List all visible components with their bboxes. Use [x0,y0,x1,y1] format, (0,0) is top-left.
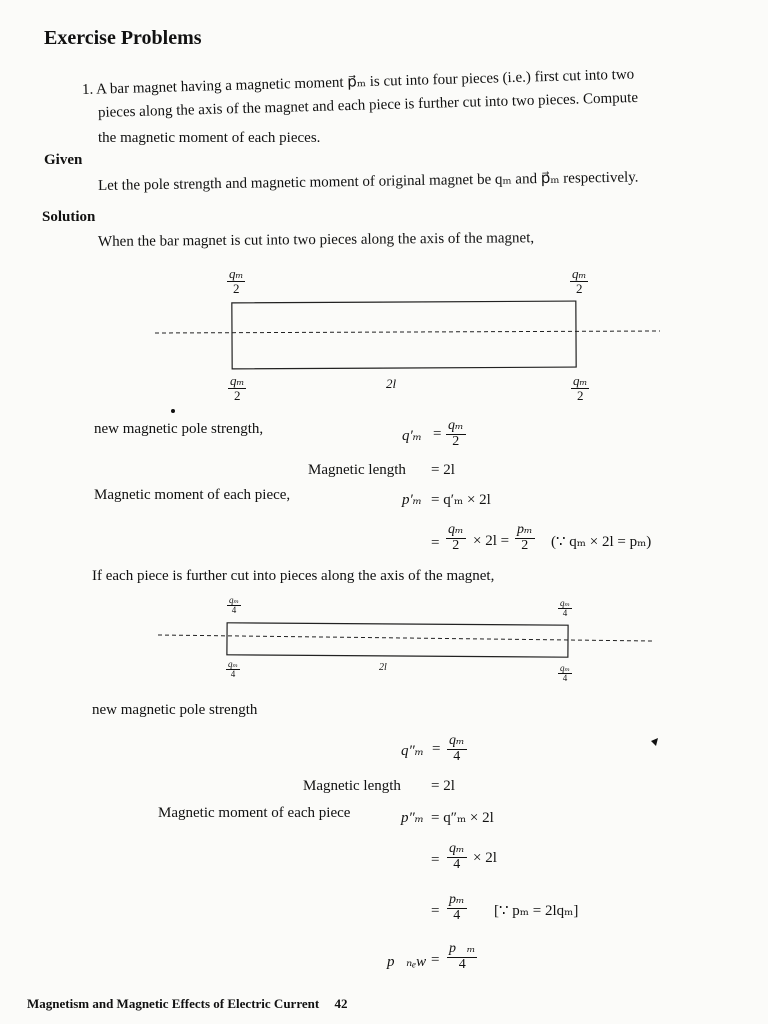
problem-line-1: A bar magnet having a magnetic moment p⃗ₘ is cut into four pieces (i.e.) first cut into two [95,66,635,98]
d1-length-label: 2l [386,376,397,391]
eq8-equals: = [431,952,440,968]
eq4-equals: = [432,741,441,757]
eq8-fraction: $\frac{\text{p⃗ₘ}}{4}$ [449,941,476,972]
given-text: Let the pole strength and magnetic moment of original magnet be qₘ and p⃗ₘ respectively. [97,169,639,194]
footer [27,996,347,1012]
eq6-fraction: $\frac{\text{qₘ}}{4}$ [449,841,465,872]
problem-line-2: pieces along the axis of the magnet and each piece is further cut into two pieces. Compute [97,89,639,121]
moment-label: Magnetic moment of each piece, [94,487,291,503]
d1-pole-top-left: $\frac{\text{qₘ}}{2}$ [229,266,244,296]
d2-length-label: 2l [379,662,387,673]
magnet-diagram-1 [155,301,660,369]
ink-mark [651,738,658,746]
d1-pole-bottom-left: $\frac{\text{qₘ}}{2}$ [230,373,245,403]
solution-intro-2: If each piece is further cut into pieces along the axis of the magnet, [92,568,495,584]
eq3-mid: × 2l = [473,533,510,549]
problem-line-3: the magnetic moment of each pieces. [98,130,321,146]
eq3-fraction-a: $\frac{\text{qₘ}}{2}$ [448,522,464,553]
eq4-lhs: q″ₘ [401,743,424,759]
eq3-fraction-b: $\frac{\text{pₘ}}{2}$ [517,522,533,553]
eq2-rhs: = q′ₘ × 2l [431,492,491,508]
eq6-equals: = [431,852,440,868]
solution-intro: When the bar magnet is cut into two pieces along the axis of the magnet, [97,230,535,250]
eq3-equals: = [431,535,440,551]
given-label: Given [44,152,83,168]
solution-label: Solution [42,209,96,225]
mag-length-value-2: = 2l [431,778,455,794]
eq7-note: [∵ pₘ = 2lqₘ] [494,903,579,919]
problem-number: 1. [81,81,94,98]
eq1-fraction: $\frac{\text{qₘ}}{2}$ [448,418,464,449]
mag-length-label: Magnetic length [308,462,406,478]
d2-pole-bottom-left: $\frac{\text{qₘ}}{4}$ [228,659,239,680]
d1-pole-bottom-right: $\frac{\text{qₘ}}{2}$ [573,373,588,403]
eq3-note: (∵ qₘ × 2l = pₘ) [551,534,652,550]
d2-pole-top-right: $\frac{\text{qₘ}}{4}$ [560,598,571,619]
eq5-lhs: p″ₘ [401,810,424,826]
eq2-lhs: p′ₘ [402,492,422,508]
eq6-tail: × 2l [473,850,497,866]
moment-label-2: Magnetic moment of each piece [158,805,351,821]
eq1-lhs: q′ₘ [402,428,422,444]
mag-length-label-2: Magnetic length [303,778,401,794]
d2-pole-top-left: $\frac{\text{qₘ}}{4}$ [229,595,240,616]
eq5-rhs: = q″ₘ × 2l [431,810,494,826]
ink-dot [171,409,175,413]
new-pole-label: new magnetic pole strength, [94,421,264,437]
eq1-equals: = [433,426,442,442]
new-pole-label-2: new magnetic pole strength [92,702,258,718]
magnet-diagram-2 [158,623,652,657]
footer-page-number: 42 [334,996,348,1011]
eq8-lhs: p⃗ₙₑw [387,954,427,970]
eq7-fraction: $\frac{\text{pₘ}}{4}$ [449,892,465,923]
mag-length-value: = 2l [431,462,455,478]
eq7-equals: = [431,903,440,919]
eq4-fraction: $\frac{\text{qₘ}}{4}$ [449,733,465,764]
footer-title: Magnetism and Magnetic Effects of Electric Current [27,996,320,1011]
d1-pole-top-right: $\frac{\text{qₘ}}{2}$ [572,266,587,296]
page-heading: Exercise Problems [44,27,202,49]
d2-pole-bottom-right: $\frac{\text{qₘ}}{4}$ [560,663,571,684]
